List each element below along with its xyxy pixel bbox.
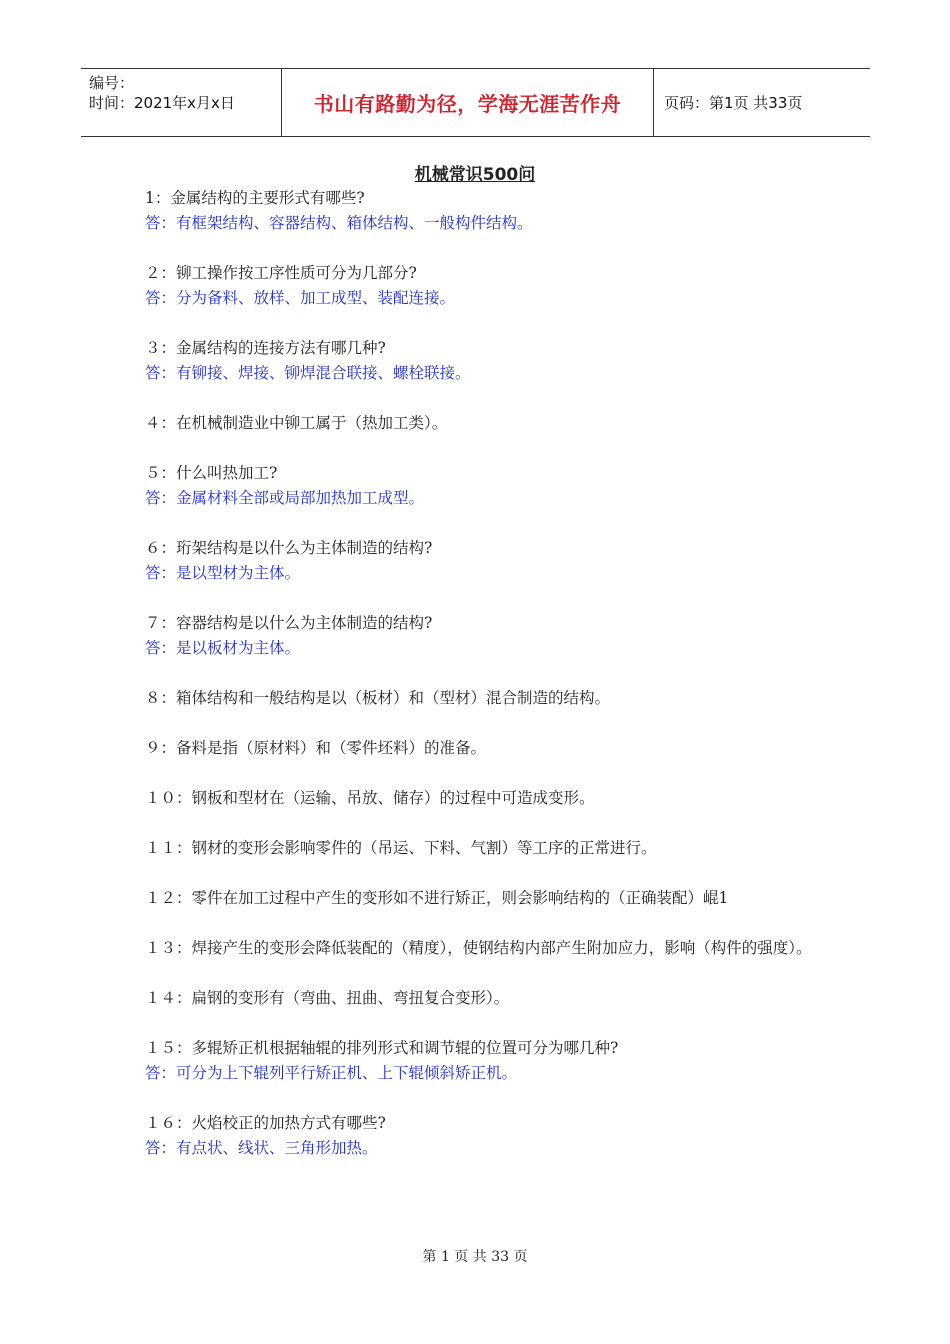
qa-item bbox=[145, 1036, 815, 1086]
question-text: ９：备料是指（原材料）和（零件坯料）的准备。 bbox=[145, 739, 487, 757]
header-motto: 书山有路勤为径，学海无涯苦作舟 bbox=[282, 69, 654, 136]
answer-text: 答：分为备料、放样、加工成型、装配连接。 bbox=[145, 289, 456, 307]
question-text: １２：零件在加工过程中产生的变形如不进行矫正，则会影响结构的（正确装配）崐1 bbox=[145, 889, 729, 907]
qa-item bbox=[145, 336, 815, 386]
header-meta bbox=[81, 69, 282, 136]
question-text: ２：铆工操作按工序性质可分为几部分? bbox=[145, 264, 417, 282]
qa-item bbox=[145, 1111, 815, 1161]
answer-text: 答：有点状、线状、三角形加热。 bbox=[145, 1139, 378, 1157]
page-header bbox=[81, 68, 870, 137]
time-label: 时间：2021年x月x日 bbox=[89, 94, 235, 112]
qa-item bbox=[145, 836, 815, 861]
qa-item bbox=[145, 536, 815, 586]
answer-text: 答：可分为上下辊列平行矫正机、上下辊倾斜矫正机。 bbox=[145, 1064, 518, 1082]
question-text: ６：珩架结构是以什么为主体制造的结构? bbox=[145, 539, 433, 557]
question-text: １０：钢板和型材在（运输、吊放、储存）的过程中可造成变形。 bbox=[145, 789, 595, 807]
question-text: ７：容器结构是以什么为主体制造的结构? bbox=[145, 614, 433, 632]
qa-item bbox=[145, 686, 815, 711]
qa-item bbox=[145, 461, 815, 511]
question-text: １４：扁钢的变形有（弯曲、扭曲、弯扭复合变形）。 bbox=[145, 989, 510, 1007]
qa-item bbox=[145, 411, 815, 436]
question-text: ３：金属结构的连接方法有哪几种? bbox=[145, 339, 386, 357]
qa-item bbox=[145, 736, 815, 761]
question-text: １５：多辊矫正机根据轴辊的排列形式和调节辊的位置可分为哪几种? bbox=[145, 1039, 619, 1057]
qa-list bbox=[145, 186, 815, 1186]
qa-item bbox=[145, 786, 815, 811]
question-text: ５：什么叫热加工? bbox=[145, 464, 278, 482]
document-title: 机械常识500问 bbox=[414, 165, 536, 185]
question-text: １３：焊接产生的变形会降低装配的（精度），使钢结构内部产生附加应力，影响（构件的强度）。 bbox=[145, 939, 812, 957]
question-text: 1：金属结构的主要形式有哪些? bbox=[145, 189, 365, 207]
answer-text: 答：有铆接、焊接、铆焊混合联接、螺栓联接。 bbox=[145, 364, 471, 382]
qa-item bbox=[145, 261, 815, 311]
question-text: ８：箱体结构和一般结构是以（板材）和（型材）混合制造的结构。 bbox=[145, 689, 611, 707]
qa-item bbox=[145, 186, 815, 236]
header-page-info: 页码：第1页 共33页 bbox=[664, 94, 803, 112]
qa-item bbox=[145, 936, 815, 961]
number-label: 编号： bbox=[89, 74, 135, 92]
qa-item bbox=[145, 986, 815, 1011]
answer-text: 答：有框架结构、容器结构、箱体结构、一般构件结构。 bbox=[145, 214, 533, 232]
question-text: ４：在机械制造业中铆工属于（热加工类）。 bbox=[145, 414, 448, 432]
question-text: １６：火焰校正的加热方式有哪些? bbox=[145, 1114, 386, 1132]
page-footer: 第 1 页 共 33 页 bbox=[422, 1249, 528, 1265]
qa-item bbox=[145, 611, 815, 661]
question-text: １１：钢材的变形会影响零件的（吊运、下料、气割）等工序的正常进行。 bbox=[145, 839, 657, 857]
answer-text: 答：金属材料全部或局部加热加工成型。 bbox=[145, 489, 425, 507]
qa-item bbox=[145, 886, 815, 911]
answer-text: 答：是以板材为主体。 bbox=[145, 639, 301, 657]
answer-text: 答：是以型材为主体。 bbox=[145, 564, 301, 582]
